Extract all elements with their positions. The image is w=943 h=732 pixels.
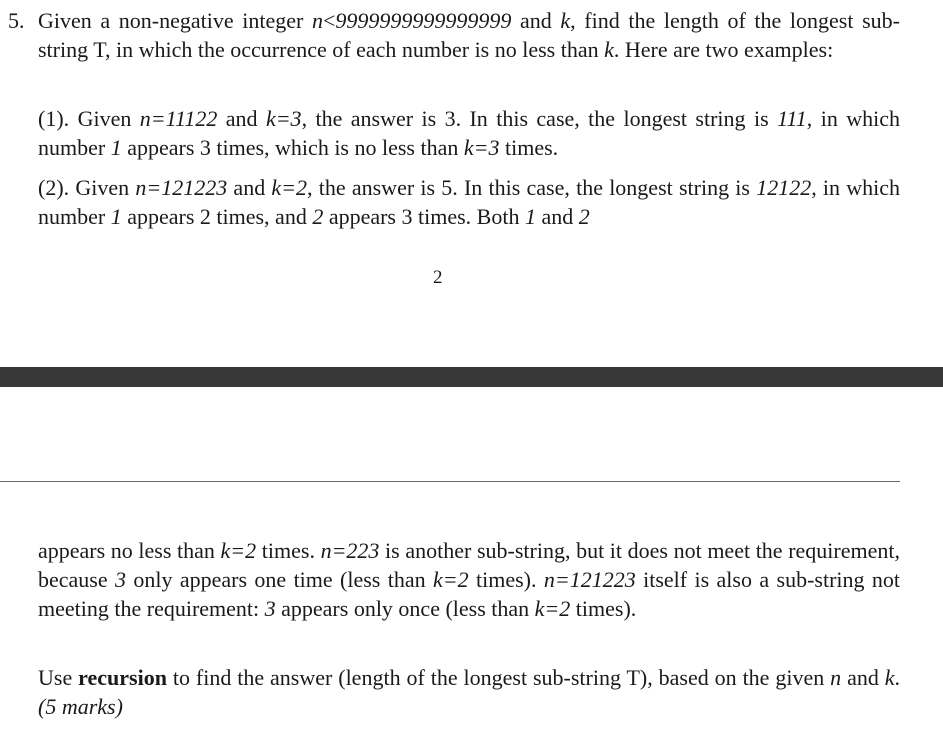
text: appears 3 times, which is no less than [121, 135, 464, 160]
text: times. [499, 135, 559, 160]
math-expr: n=121223 [135, 175, 228, 200]
text: Use [38, 665, 79, 690]
horizontal-rule [0, 481, 900, 482]
text: times). [468, 567, 544, 592]
upper-bound: 9999999999999999 [335, 8, 512, 33]
text: , in which number [38, 175, 900, 229]
text: appears 3 times. Both [323, 204, 525, 229]
variable-k: k [560, 8, 571, 33]
text: Given a non-negative integer [38, 8, 312, 33]
math-expr: 12122 [756, 175, 812, 200]
math-expr: 2 [578, 204, 590, 229]
text: to find the answer (length of the longest sub-string T), based on the given [166, 665, 831, 690]
text: times). [570, 596, 637, 621]
text: and [841, 665, 885, 690]
page-number: 2 [433, 267, 443, 288]
less-than: < [322, 8, 336, 33]
question-statement [38, 6, 900, 64]
math-expr: 3 [264, 596, 276, 621]
text: and [511, 8, 561, 33]
text: , the answer is 3. In this case, the longest string is [301, 106, 778, 131]
text: , the answer is 5. In this case, the longest string is [307, 175, 757, 200]
instruction [38, 663, 900, 721]
text: itself is also a sub-string not meeting the requirement: [38, 567, 900, 621]
math-expr: n=11122 [139, 106, 218, 131]
variable-n: n [830, 665, 842, 690]
text: and [535, 204, 579, 229]
example-2-part-2 [38, 536, 900, 623]
math-expr: k=3 [463, 135, 500, 160]
math-expr: 1 [110, 204, 122, 229]
text: appears no less than [38, 538, 221, 563]
math-expr: 2 [312, 204, 324, 229]
math-expr: k=3 [265, 106, 302, 131]
text: appears 2 times, and [121, 204, 313, 229]
text: . [894, 665, 901, 690]
text: (1). Given [38, 106, 140, 131]
math-expr: 1 [110, 135, 122, 160]
math-expr: k=2 [534, 596, 571, 621]
page-break-bar [0, 367, 943, 387]
math-expr: n=121223 [543, 567, 636, 592]
math-expr: 111 [777, 106, 807, 131]
text: . Here are two examples: [613, 37, 834, 62]
math-expr: k=2 [220, 538, 257, 563]
text: and [227, 175, 272, 200]
bold-term: recursion [78, 665, 167, 690]
text: (2). Given [38, 175, 136, 200]
marks: (5 marks) [38, 694, 123, 719]
text: and [217, 106, 266, 131]
math-expr: 3 [115, 567, 126, 592]
math-expr: n=223 [320, 538, 380, 563]
variable-k: k [884, 665, 895, 690]
text: , in which number [38, 106, 900, 160]
text: is another sub-string, but it does not meet the requirement, because [38, 538, 900, 592]
example-1 [38, 104, 900, 162]
text: only appears one time (less than [126, 567, 434, 592]
example-2-part-1 [38, 173, 900, 231]
variable-k: k [604, 37, 614, 62]
text: appears only once (less than [275, 596, 535, 621]
text: times. [256, 538, 321, 563]
variable-n: n [311, 8, 323, 33]
text: , find the length of the longest sub-string T, in which the occurrence of each number is no less than [38, 8, 900, 62]
question-number: 5. [8, 8, 25, 33]
math-expr: k=2 [271, 175, 308, 200]
math-expr: k=2 [433, 567, 469, 592]
math-expr: 1 [524, 204, 536, 229]
